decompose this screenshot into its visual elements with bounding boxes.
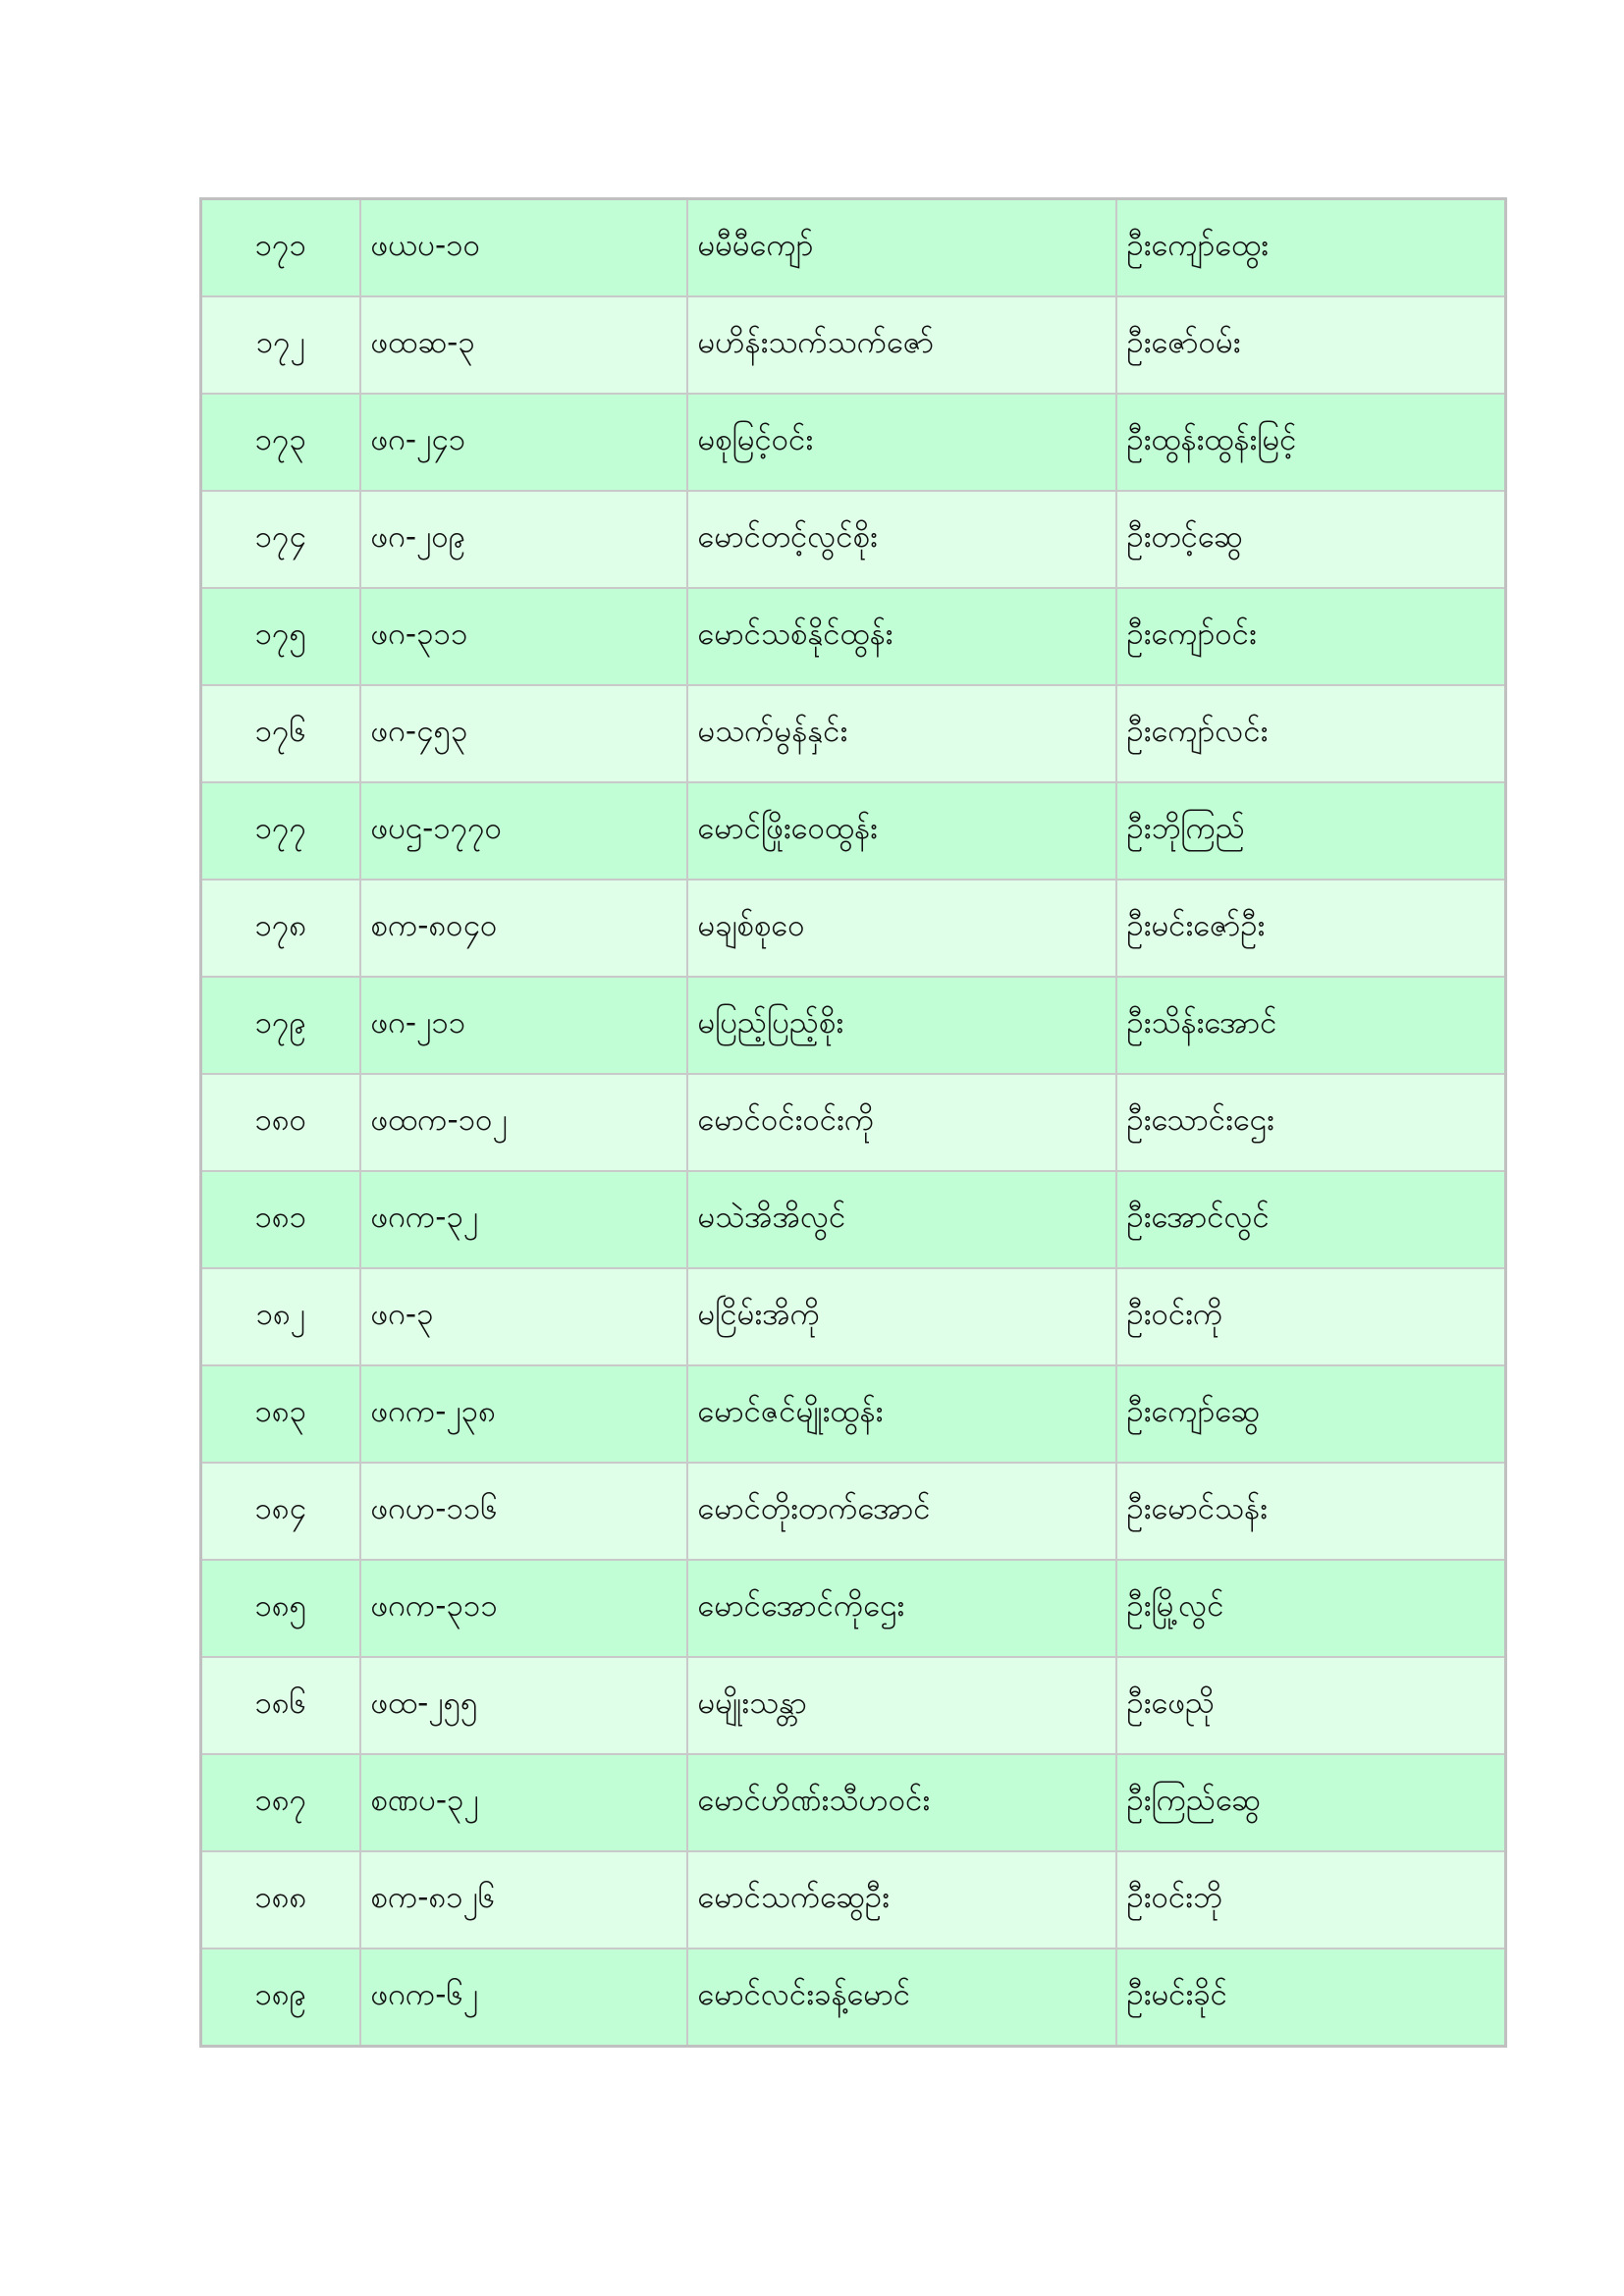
student-name-cell: မောင်ဇင်မျိုးထွန်း [687,1365,1116,1463]
id-number-cell: စက-၈၀၄၀ [360,880,687,977]
table-row [201,1365,1506,1463]
student-name-cell: မချစ်စုဝေ [687,880,1116,977]
father-name-cell: ဦးမင်းဇော်ဦး [1116,880,1506,977]
serial-number-cell: ၁၇၈ [201,880,360,977]
father-name-cell: ဦးထွန်းထွန်းမြင့် [1116,394,1506,491]
serial-number-cell: ၁၈၁ [201,1171,360,1268]
student-name-cell: မောင်ဖြိုးဝေထွန်း [687,782,1116,880]
serial-number-cell: ၁၈၈ [201,1851,360,1949]
serial-number-cell: ၁၈၃ [201,1365,360,1463]
serial-number-cell: ၁၇၆ [201,685,360,782]
table-row [201,588,1506,685]
student-name-cell: မောင်အောင်ကိုဌေး [687,1560,1116,1657]
serial-number-cell: ၁၈၆ [201,1657,360,1754]
serial-number-cell: ၁၇၅ [201,588,360,685]
roster-table-body [201,199,1506,2047]
table-row [201,977,1506,1074]
id-number-cell: ဖထက-၁၀၂ [360,1074,687,1171]
id-number-cell: ဖဂဟ-၁၁၆ [360,1463,687,1560]
father-name-cell: ဦးတင့်ဆွေ [1116,491,1506,588]
id-number-cell: ဖဂ-၂၄၁ [360,394,687,491]
roster-sheet [199,197,1504,2048]
father-name-cell: ဦးဝင်းဘို [1116,1851,1506,1949]
father-name-cell: ဦးအောင်လွင် [1116,1171,1506,1268]
id-number-cell: ဖယပ-၁၀ [360,199,687,297]
serial-number-cell: ၁၈၉ [201,1949,360,2047]
table-row [201,1754,1506,1851]
serial-number-cell: ၁၇၉ [201,977,360,1074]
serial-number-cell: ၁၇၄ [201,491,360,588]
id-number-cell: ဖဂက-၆၂ [360,1949,687,2047]
student-name-cell: မငြိမ်းအိကို [687,1268,1116,1365]
id-number-cell: ဖဂ-၄၅၃ [360,685,687,782]
father-name-cell: ဦးဖေညို [1116,1657,1506,1754]
student-name-cell: မောင်တိုးတက်အောင် [687,1463,1116,1560]
student-name-cell: မောင်ဟိဏ်းသီဟဝင်း [687,1754,1116,1851]
id-number-cell: ဖထ-၂၅၅ [360,1657,687,1754]
father-name-cell: ဦးကျော်လင်း [1116,685,1506,782]
table-row [201,1074,1506,1171]
id-number-cell: ဖထဆ-၃ [360,296,687,394]
serial-number-cell: ၁၈၂ [201,1268,360,1365]
father-name-cell: ဦးမင်းခိုင် [1116,1949,1506,2047]
id-number-cell: ဖဂက-၂၃၈ [360,1365,687,1463]
father-name-cell: ဦးကျော်ထွေး [1116,199,1506,297]
student-name-cell: မောင်ဝင်းဝင်းကို [687,1074,1116,1171]
table-row [201,1463,1506,1560]
father-name-cell: ဦးသိန်းအောင် [1116,977,1506,1074]
serial-number-cell: ၁၇၃ [201,394,360,491]
table-row [201,394,1506,491]
serial-number-cell: ၁၇၁ [201,199,360,297]
serial-number-cell: ၁၇၇ [201,782,360,880]
table-row [201,1171,1506,1268]
father-name-cell: ဦးဘိုကြည် [1116,782,1506,880]
table-row [201,1657,1506,1754]
student-name-cell: မပြည့်ပြည့်စိုး [687,977,1116,1074]
table-row [201,199,1506,297]
father-name-cell: ဦးသောင်းဌေး [1116,1074,1506,1171]
father-name-cell: ဦးမောင်သန်း [1116,1463,1506,1560]
father-name-cell: ဦးကြည်ဆွေ [1116,1754,1506,1851]
father-name-cell: ဦးကျော်ဝင်း [1116,588,1506,685]
student-name-cell: မသက်မွန်နှင်း [687,685,1116,782]
student-name-cell: မဟိန်းသက်သက်ဇော် [687,296,1116,394]
student-name-cell: မောင်သစ်နိုင်ထွန်း [687,588,1116,685]
father-name-cell: ဦးမြို့လွင် [1116,1560,1506,1657]
student-name-cell: မမီမီကျော် [687,199,1116,297]
id-number-cell: ဖဂ-၃၁၁ [360,588,687,685]
id-number-cell: ဖဂက-၃၂ [360,1171,687,1268]
student-name-cell: မသဲအိအိလွင် [687,1171,1116,1268]
table-row [201,880,1506,977]
table-row [201,1268,1506,1365]
serial-number-cell: ၁၈၇ [201,1754,360,1851]
id-number-cell: ဖဂ-၂၀၉ [360,491,687,588]
table-row [201,296,1506,394]
father-name-cell: ဦးဇော်ဝမ်း [1116,296,1506,394]
student-name-cell: မောင်တင့်လွင်စိုး [687,491,1116,588]
table-row [201,1851,1506,1949]
table-row [201,782,1506,880]
student-name-cell: မောင်သက်ဆွေဦး [687,1851,1116,1949]
table-row [201,491,1506,588]
serial-number-cell: ၁၈၀ [201,1074,360,1171]
id-number-cell: ဖပဌ-၁၇၇၀ [360,782,687,880]
father-name-cell: ဦးကျော်ဆွေ [1116,1365,1506,1463]
table-row [201,1560,1506,1657]
serial-number-cell: ၁၈၅ [201,1560,360,1657]
id-number-cell: စဏပ-၃၂ [360,1754,687,1851]
serial-number-cell: ၁၇၂ [201,296,360,394]
father-name-cell: ဦးဝင်းကို [1116,1268,1506,1365]
id-number-cell: ဖဂက-၃၁၁ [360,1560,687,1657]
id-number-cell: ဖဂ-၃ [360,1268,687,1365]
roster-table [199,197,1507,2048]
serial-number-cell: ၁၈၄ [201,1463,360,1560]
table-row [201,685,1506,782]
table-row [201,1949,1506,2047]
id-number-cell: ဖဂ-၂၁၁ [360,977,687,1074]
id-number-cell: စက-၈၁၂၆ [360,1851,687,1949]
student-name-cell: မစုမြင့်ဝင်း [687,394,1116,491]
student-name-cell: မမျိုးသန္တာ [687,1657,1116,1754]
student-name-cell: မောင်လင်းခန့်မောင် [687,1949,1116,2047]
